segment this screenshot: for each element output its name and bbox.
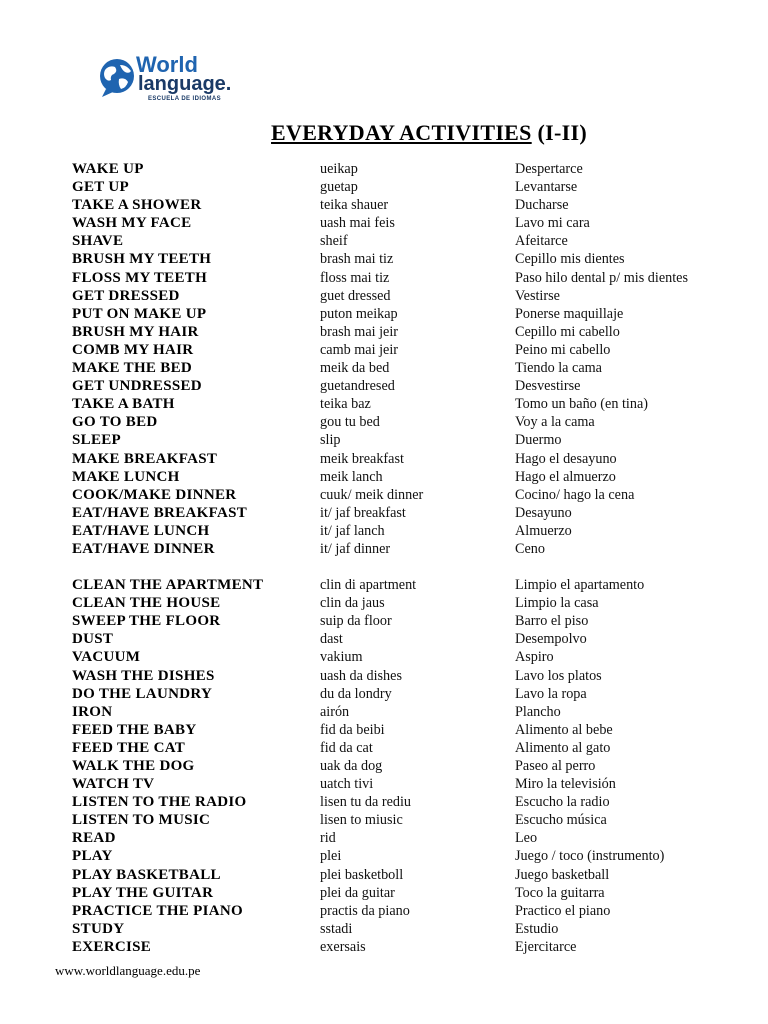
pronunciation: puton meikap — [320, 305, 398, 322]
pronunciation: teika baz — [320, 396, 371, 413]
spanish-translation: Hago el almuerzo — [515, 468, 616, 485]
english-phrase: WASH MY FACE — [72, 215, 192, 232]
spanish-translation: Limpio el apartamento — [515, 577, 645, 594]
vocab-row — [72, 630, 762, 648]
vocab-row — [72, 594, 762, 612]
vocab-row — [72, 612, 762, 630]
vocab-row — [72, 160, 762, 178]
pronunciation: guet dressed — [320, 287, 391, 304]
vocab-row — [72, 540, 762, 558]
english-phrase: FEED THE BABY — [72, 721, 197, 738]
logo-language-text: language. — [138, 73, 232, 95]
pronunciation: plei da guitar — [320, 884, 395, 901]
spanish-translation: Despertarce — [515, 161, 583, 177]
pronunciation: cuuk/ meik dinner — [320, 486, 424, 503]
spanish-translation: Alimento al gato — [515, 739, 611, 756]
vocab-row — [72, 178, 762, 196]
pronunciation: meik da bed — [320, 360, 390, 377]
pronunciation: practis da piano — [320, 902, 410, 919]
vocab-row — [72, 269, 762, 287]
vocab-row — [72, 648, 762, 666]
vocab-row — [72, 232, 762, 250]
pronunciation: camb mai jeir — [320, 341, 398, 358]
spanish-translation: Miro la televisión — [515, 776, 616, 793]
spanish-translation: Estudio — [515, 920, 559, 937]
vocab-row — [72, 341, 762, 359]
vocab-row — [72, 323, 762, 341]
english-phrase: PLAY BASKETBALL — [72, 866, 221, 883]
spanish-translation: Desayuno — [515, 504, 572, 521]
english-phrase: EAT/HAVE LUNCH — [72, 522, 210, 539]
spanish-translation: Toco la guitarra — [515, 884, 605, 901]
english-phrase: DO THE LAUNDRY — [72, 685, 213, 702]
english-phrase: STUDY — [72, 920, 125, 937]
english-phrase: FLOSS MY TEETH — [72, 269, 208, 286]
english-phrase: READ — [72, 830, 116, 847]
pronunciation: du da londry — [320, 685, 392, 702]
pronunciation: vakium — [320, 649, 363, 666]
english-phrase: EAT/HAVE DINNER — [72, 540, 215, 557]
spanish-translation: Paso hilo dental p/ mis dientes — [515, 269, 688, 286]
vocab-row — [72, 920, 762, 938]
spanish-translation: Ejercitarce — [515, 938, 577, 955]
pronunciation: meik lanch — [320, 468, 383, 485]
spanish-translation: Plancho — [515, 703, 561, 720]
spanish-translation: Ponerse maquillaje — [515, 305, 624, 322]
spanish-translation: Tomo un baño (en tina) — [515, 396, 648, 413]
pronunciation: clin di apartment — [320, 577, 417, 594]
vocab-row — [72, 739, 762, 757]
spanish-translation: Cepillo mis dientes — [515, 251, 625, 268]
pronunciation: uak da dog — [320, 758, 383, 774]
pronunciation: gou tu bed — [320, 414, 380, 431]
pronunciation: fid da cat — [320, 739, 373, 756]
english-phrase: PLAY THE GUITAR — [72, 884, 214, 901]
vocab-row — [72, 667, 762, 685]
english-phrase: BRUSH MY HAIR — [72, 323, 199, 340]
vocab-row — [72, 793, 762, 811]
spanish-translation: Lavo la ropa — [515, 685, 587, 702]
pronunciation: lisen to miusic — [320, 812, 403, 829]
logo-world-text: World — [136, 52, 198, 77]
vocab-row — [72, 884, 762, 902]
spanish-translation: Practico el piano — [515, 902, 611, 919]
english-phrase: SLEEP — [72, 432, 122, 449]
pronunciation: uatch tivi — [320, 776, 374, 793]
english-phrase: IRON — [72, 703, 113, 720]
pronunciation: brash mai jeir — [320, 323, 399, 340]
english-phrase: COOK/MAKE DINNER — [72, 486, 237, 503]
english-phrase: VACUUM — [72, 649, 141, 666]
vocab-row — [72, 866, 762, 884]
vocab-row — [72, 359, 762, 377]
spanish-translation: Voy a la cama — [515, 414, 595, 431]
spanish-translation: Ducharse — [515, 197, 569, 214]
spanish-translation: Tiendo la cama — [515, 360, 602, 377]
english-phrase: PUT ON MAKE UP — [72, 305, 207, 322]
spanish-translation: Barro el piso — [515, 613, 589, 630]
spanish-translation: Vestirse — [515, 287, 560, 304]
pronunciation: lisen tu da rediu — [320, 794, 412, 811]
english-phrase: WATCH TV — [72, 776, 155, 793]
pronunciation: clin da jaus — [320, 595, 385, 612]
pronunciation: uash mai feis — [320, 215, 395, 232]
title-sub: (I-II) — [531, 120, 587, 145]
pronunciation: suip da floor — [320, 613, 392, 630]
vocab-row — [72, 413, 762, 431]
footer-url[interactable]: www.worldlanguage.edu.pe — [55, 963, 201, 978]
pronunciation: rid — [320, 830, 336, 847]
english-phrase: WAKE UP — [72, 161, 144, 177]
logo-subtitle: ESCUELA DE IDIOMAS — [148, 96, 221, 102]
english-phrase: DUST — [72, 631, 114, 648]
english-phrase: CLEAN THE HOUSE — [72, 595, 221, 612]
pronunciation: slip — [320, 432, 341, 449]
spanish-translation: Afeitarce — [515, 233, 568, 250]
spanish-translation: Cepillo mi cabello — [515, 323, 620, 340]
english-phrase: GET DRESSED — [72, 287, 180, 304]
vocab-row — [72, 287, 762, 305]
spanish-translation: Almuerzo — [515, 522, 572, 539]
spanish-translation: Lavo mi cara — [515, 215, 590, 232]
pronunciation: uash da dishes — [320, 667, 402, 684]
english-phrase: LISTEN TO MUSIC — [72, 812, 211, 829]
vocab-row — [72, 775, 762, 793]
english-phrase: MAKE BREAKFAST — [72, 450, 218, 467]
pronunciation: airón — [320, 703, 350, 720]
english-phrase: GO TO BED — [72, 414, 158, 431]
pronunciation: it/ jaf dinner — [320, 540, 391, 557]
spanish-translation: Desvestirse — [515, 378, 581, 395]
vocab-row — [72, 703, 762, 721]
pronunciation: it/ jaf breakfast — [320, 504, 406, 521]
english-phrase: BRUSH MY TEETH — [72, 251, 212, 268]
spanish-translation: Paseo al perro — [515, 758, 596, 774]
english-phrase: WASH THE DISHES — [72, 667, 215, 684]
pronunciation: dast — [320, 631, 343, 648]
vocab-row — [72, 721, 762, 739]
spanish-translation: Peino mi cabello — [515, 341, 611, 358]
spanish-translation: Juego / toco (instrumento) — [515, 848, 665, 865]
vocab-row — [72, 938, 762, 956]
pronunciation: teika shauer — [320, 197, 389, 214]
pronunciation: guetap — [320, 179, 358, 196]
english-phrase: GET UNDRESSED — [72, 378, 202, 395]
vocab-row — [72, 829, 762, 847]
spanish-translation: Hago el desayuno — [515, 450, 617, 467]
pronunciation: it/ jaf lanch — [320, 522, 385, 539]
english-phrase: FEED THE CAT — [72, 739, 186, 756]
english-phrase: MAKE THE BED — [72, 360, 193, 377]
spanish-translation: Lavo los platos — [515, 667, 602, 684]
english-phrase: EXERCISE — [72, 938, 152, 955]
vocab-row — [72, 450, 762, 468]
english-phrase: SWEEP THE FLOOR — [72, 613, 221, 630]
vocab-row — [72, 377, 762, 395]
pronunciation: meik breakfast — [320, 450, 404, 467]
spanish-translation: Escucho la radio — [515, 794, 610, 811]
vocab-row — [72, 902, 762, 920]
english-phrase: CLEAN THE APARTMENT — [72, 577, 264, 594]
english-phrase: SHAVE — [72, 233, 124, 250]
pronunciation: brash mai tiz — [320, 251, 394, 268]
english-phrase: LISTEN TO THE RADIO — [72, 794, 247, 811]
vocab-row — [72, 196, 762, 214]
vocab-row — [72, 395, 762, 413]
vocab-row — [72, 431, 762, 449]
pronunciation: sstadi — [320, 920, 353, 937]
english-phrase: WALK THE DOG — [72, 758, 195, 774]
pronunciation: floss mai tiz — [320, 269, 390, 286]
page-title — [0, 120, 768, 146]
english-phrase: COMB MY HAIR — [72, 341, 194, 358]
english-phrase: PLAY — [72, 848, 113, 865]
globe-chat-icon — [96, 56, 140, 100]
english-phrase: PRACTICE THE PIANO — [72, 902, 243, 919]
pronunciation: ueikap — [320, 161, 358, 177]
pronunciation: sheif — [320, 233, 348, 250]
english-phrase: EAT/HAVE BREAKFAST — [72, 504, 248, 521]
spanish-translation: Alimento al bebe — [515, 721, 613, 738]
vocab-row — [72, 214, 762, 232]
spanish-translation: Escucho música — [515, 812, 607, 829]
spanish-translation: Duermo — [515, 432, 562, 449]
spanish-translation: Desempolvo — [515, 631, 587, 648]
vocab-row — [72, 522, 762, 540]
vocab-row — [72, 486, 762, 504]
english-phrase: TAKE A BATH — [72, 396, 175, 413]
pronunciation: plei — [320, 848, 342, 865]
spanish-translation: Cocino/ hago la cena — [515, 486, 635, 503]
english-phrase: TAKE A SHOWER — [72, 197, 202, 214]
vocab-row — [72, 504, 762, 522]
pronunciation: guetandresed — [320, 378, 395, 395]
vocab-row — [72, 757, 762, 775]
vocab-row — [72, 685, 762, 703]
spanish-translation: Leo — [515, 830, 538, 847]
vocab-row — [72, 847, 762, 865]
pronunciation: plei basketboll — [320, 866, 404, 883]
spanish-translation: Aspiro — [515, 649, 554, 666]
spanish-translation: Juego basketball — [515, 866, 610, 883]
spanish-translation: Ceno — [515, 540, 545, 557]
world-language-logo — [96, 54, 266, 110]
spanish-translation: Levantarse — [515, 179, 578, 196]
title-main: EVERYDAY ACTIVITIES — [271, 120, 532, 145]
vocab-row — [72, 250, 762, 268]
english-phrase: MAKE LUNCH — [72, 468, 180, 485]
vocab-row — [72, 811, 762, 829]
vocab-row — [72, 576, 762, 594]
pronunciation: fid da beibi — [320, 721, 385, 738]
spanish-translation: Limpio la casa — [515, 595, 599, 612]
vocab-row — [72, 305, 762, 323]
pronunciation: exersais — [320, 938, 366, 955]
vocabulary-list — [72, 160, 762, 956]
vocab-row — [72, 468, 762, 486]
english-phrase: GET UP — [72, 179, 129, 196]
